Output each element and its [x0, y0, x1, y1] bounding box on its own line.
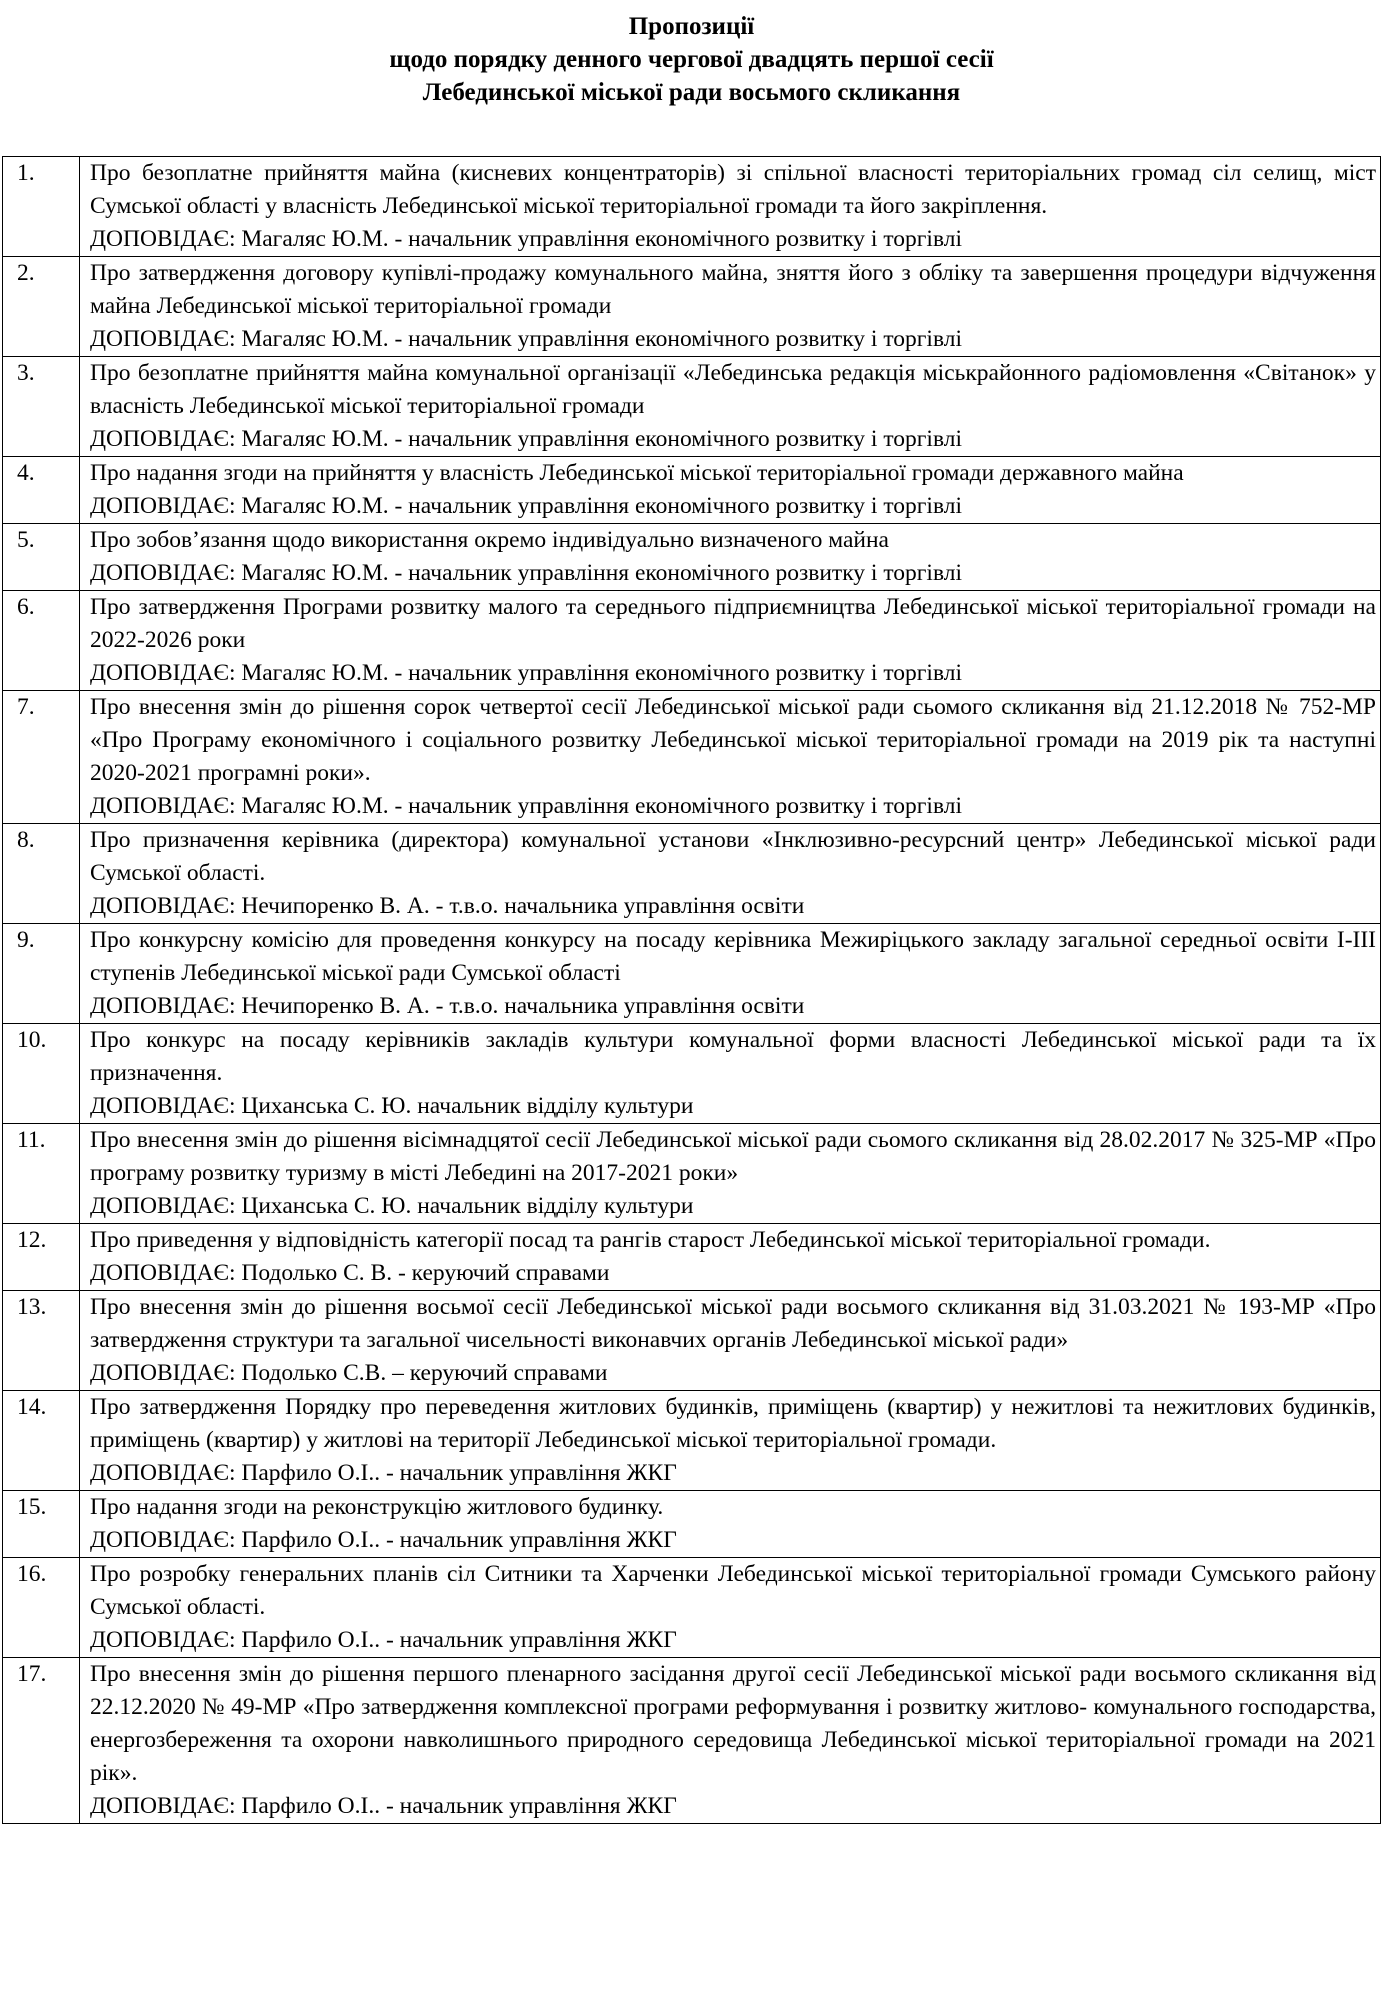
agenda-row: [3, 924, 1381, 1024]
item-content: [80, 1024, 1381, 1124]
item-speaker: ДОПОВІДАЄ: Циханська С. Ю. начальник відділу культури: [90, 1193, 694, 1219]
item-content: [80, 824, 1381, 924]
item-speaker: ДОПОВІДАЄ: Магаляс Ю.М. - начальник управління економічного розвитку і торгівлі: [90, 326, 962, 352]
item-title: Про розробку генеральних планів сіл Ситники та Харченки Лебединської міської територіальної громади Сумського району Сумської області.: [90, 1561, 1376, 1620]
item-number: 14.: [3, 1391, 80, 1491]
item-title: Про приведення у відповідність категорії посад та рангів старост Лебединської міської територіальної громади.: [90, 1227, 1211, 1253]
item-title: Про конкурсну комісію для проведення конкурсу на посаду керівника Межиріцького закладу загальної середньої освіти І-ІІІ ступенів Лебединської міської ради Сумської області: [90, 927, 1376, 986]
item-number: 8.: [3, 824, 80, 924]
item-speaker: ДОПОВІДАЄ: Парфило О.І.. - начальник управління ЖКГ: [90, 1527, 677, 1553]
item-title: Про конкурс на посаду керівників закладів культури комунальної форми власності Лебединської міської ради та їх призначення.: [90, 1027, 1376, 1086]
item-content: [80, 691, 1381, 824]
agenda-row: [3, 524, 1381, 591]
agenda-row: [3, 1224, 1381, 1291]
item-speaker: ДОПОВІДАЄ: Магаляс Ю.М. - начальник управління економічного розвитку і торгівлі: [90, 660, 962, 686]
agenda-row: [3, 1291, 1381, 1391]
item-title: Про внесення змін до рішення вісімнадцятої сесії Лебединської міської ради сьомого скликання від 28.02.2017 № 325-МР «Про програму розвитку туризму в місті Лебедині на 2017-2021 роки»: [90, 1127, 1376, 1186]
item-number: 12.: [3, 1224, 80, 1291]
item-title: Про зобов’язання щодо використання окремо індивідуально визначеного майна: [90, 527, 889, 553]
item-number: 15.: [3, 1491, 80, 1558]
item-title: Про надання згоди на реконструкцію житлового будинку.: [90, 1494, 664, 1520]
item-speaker: ДОПОВІДАЄ: Парфило О.І.. - начальник управління ЖКГ: [90, 1627, 677, 1653]
item-content: [80, 457, 1381, 524]
agenda-row: [3, 1658, 1381, 1824]
item-number: 10.: [3, 1024, 80, 1124]
item-number: 3.: [3, 357, 80, 457]
agenda-row: [3, 157, 1381, 257]
item-title: Про безоплатне прийняття майна (кисневих концентраторів) зі спільної власності територіальних громад сіл селищ, міст Сумської області у власність Лебединської міської територіальної громади та його закріплення.: [90, 160, 1376, 219]
item-title: Про затвердження договору купівлі-продажу комунального майна, зняття його з обліку та завершення процедури відчуження майна Лебединської міської територіальної громади: [90, 260, 1376, 319]
item-content: [80, 1658, 1381, 1824]
agenda-row: [3, 591, 1381, 691]
document-subtitle-line1: щодо порядку денного чергової двадцять першої сесії: [389, 46, 994, 73]
agenda-table-body: [3, 157, 1381, 1824]
item-title: Про внесення змін до рішення першого пленарного засідання другої сесії Лебединської міської ради восьмого скликання від 22.12.2020 № 49-МР «Про затвердження комплексної програми реформування і розвитку житлово- комунального господарства, енергозбереження та охорони навколишнього природного середовища Лебединської міської територіальної громади на 2021 рік».: [90, 1661, 1376, 1786]
item-speaker: ДОПОВІДАЄ: Магаляс Ю.М. - начальник управління економічного розвитку і торгівлі: [90, 793, 962, 819]
item-content: [80, 1291, 1381, 1391]
item-content: [80, 924, 1381, 1024]
item-content: [80, 357, 1381, 457]
item-content: [80, 1224, 1381, 1291]
item-number: 13.: [3, 1291, 80, 1391]
agenda-row: [3, 1024, 1381, 1124]
item-title: Про безоплатне прийняття майна комунальної організації «Лебединська редакція міськрайонного радіомовлення «Світанок» у власність Лебединської міської територіальної громади: [90, 360, 1376, 419]
agenda-row: [3, 357, 1381, 457]
item-speaker: ДОПОВІДАЄ: Магаляс Ю.М. - начальник управління економічного розвитку і торгівлі: [90, 426, 962, 452]
item-title: Про надання згоди на прийняття у власність Лебединської міської територіальної громади державного майна: [90, 460, 1184, 486]
item-content: [80, 157, 1381, 257]
item-speaker: ДОПОВІДАЄ: Магаляс Ю.М. - начальник управління економічного розвитку і торгівлі: [90, 226, 962, 252]
item-number: 9.: [3, 924, 80, 1024]
item-number: 17.: [3, 1658, 80, 1824]
item-speaker: ДОПОВІДАЄ: Подолько С.В. – керуючий справами: [90, 1360, 608, 1386]
document-header: [0, 10, 1383, 109]
item-content: [80, 1391, 1381, 1491]
agenda-row: [3, 1558, 1381, 1658]
agenda-row: [3, 1491, 1381, 1558]
agenda-row: [3, 691, 1381, 824]
document-subtitle-line2: Лебединської міської ради восьмого скликання: [422, 79, 961, 106]
document-title: Пропозиції: [628, 13, 755, 40]
item-title: Про призначення керівника (директора) комунальної установи «Інклюзивно-ресурсний центр» Лебединської міської ради Сумської області.: [90, 827, 1376, 886]
item-title: Про внесення змін до рішення сорок четвертої сесії Лебединської міської ради сьомого скликання від 21.12.2018 № 752-МР «Про Програму економічного і соціального розвитку Лебединської міської територіальної громади на 2019 рік та наступні 2020-2021 програмні роки».: [90, 694, 1376, 786]
item-content: [80, 591, 1381, 691]
item-content: [80, 524, 1381, 591]
item-number: 11.: [3, 1124, 80, 1224]
item-speaker: ДОПОВІДАЄ: Подолько С. В. - керуючий справами: [90, 1260, 610, 1286]
agenda-row: [3, 1124, 1381, 1224]
item-number: 7.: [3, 691, 80, 824]
item-content: [80, 257, 1381, 357]
agenda-row: [3, 457, 1381, 524]
item-speaker: ДОПОВІДАЄ: Магаляс Ю.М. - начальник управління економічного розвитку і торгівлі: [90, 560, 962, 586]
item-content: [80, 1491, 1381, 1558]
item-number: 6.: [3, 591, 80, 691]
item-speaker: ДОПОВІДАЄ: Парфило О.І.. - начальник управління ЖКГ: [90, 1793, 677, 1819]
item-speaker: ДОПОВІДАЄ: Циханська С. Ю. начальник відділу культури: [90, 1093, 694, 1119]
item-number: 4.: [3, 457, 80, 524]
item-number: 1.: [3, 157, 80, 257]
agenda-row: [3, 824, 1381, 924]
item-title: Про затвердження Програми розвитку малого та середнього підприємництва Лебединської міської територіальної громади на 2022-2026 роки: [90, 594, 1376, 653]
item-content: [80, 1558, 1381, 1658]
item-number: 16.: [3, 1558, 80, 1658]
item-speaker: ДОПОВІДАЄ: Нечипоренко В. А. - т.в.о. начальника управління освіти: [90, 993, 805, 1019]
item-number: 2.: [3, 257, 80, 357]
agenda-table: [2, 156, 1381, 1824]
item-title: Про затвердження Порядку про переведення житлових будинків, приміщень (квартир) у нежитлові та нежитлових будинків, приміщень (квартир) у житлові на території Лебединської міської територіальної громади.: [90, 1394, 1376, 1453]
item-speaker: ДОПОВІДАЄ: Магаляс Ю.М. - начальник управління економічного розвитку і торгівлі: [90, 493, 962, 519]
item-content: [80, 1124, 1381, 1224]
item-speaker: ДОПОВІДАЄ: Парфило О.І.. - начальник управління ЖКГ: [90, 1460, 677, 1486]
agenda-row: [3, 1391, 1381, 1491]
item-speaker: ДОПОВІДАЄ: Нечипоренко В. А. - т.в.о. начальника управління освіти: [90, 893, 805, 919]
item-number: 5.: [3, 524, 80, 591]
item-title: Про внесення змін до рішення восьмої сесії Лебединської міської ради восьмого скликання від 31.03.2021 № 193-МР «Про затвердження структури та загальної чисельності виконавчих органів Лебединської міської ради»: [90, 1294, 1376, 1353]
agenda-row: [3, 257, 1381, 357]
